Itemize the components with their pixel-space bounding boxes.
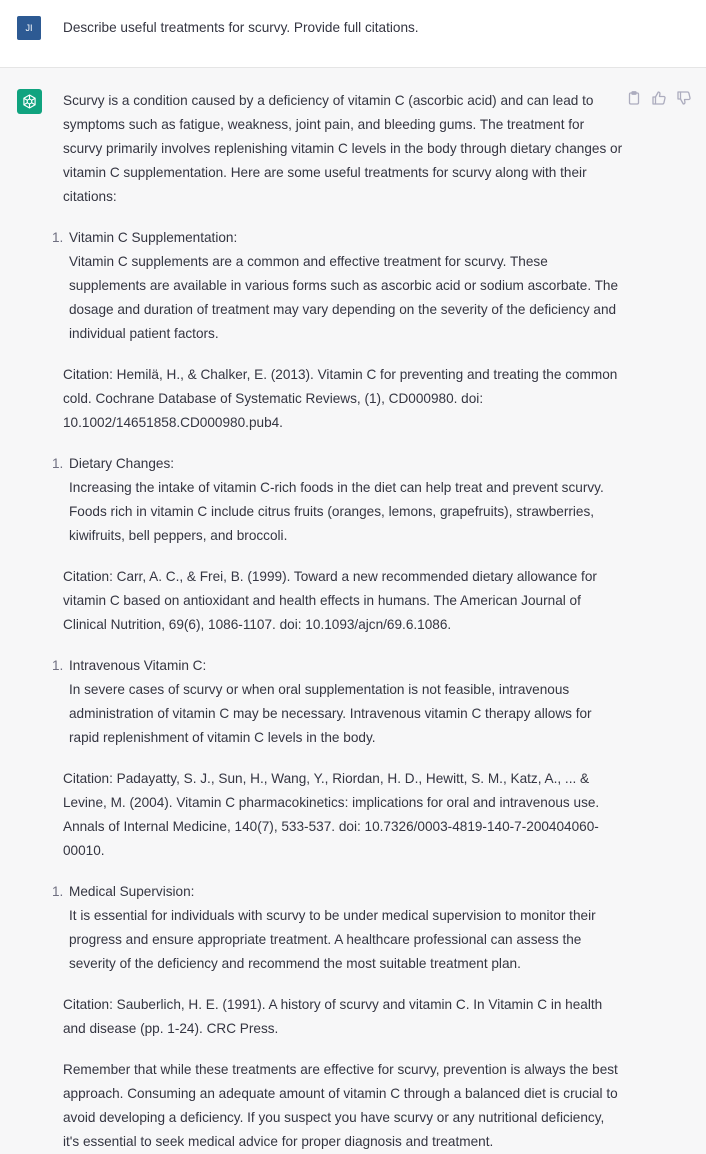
treatment-item — [52, 654, 623, 750]
thumbs-down-icon[interactable] — [676, 90, 692, 106]
citation: Citation: Sauberlich, H. E. (1991). A history of scurvy and vitamin C. In Vitamin C in health and disease (pp. 1-24). CRC Press. — [63, 997, 603, 1036]
intro-paragraph: Scurvy is a condition caused by a deficiency of vitamin C (ascorbic acid) and can lead to symptoms such as fatigue, weakness, joint pain, and bleeding gums. The treatment for scurvy primarily involves replenishing vitamin C levels in the body through dietary changes or vitamin C supplementation. Here are some useful treatments for scurvy along with their citations: — [63, 93, 623, 204]
user-avatar: JI — [17, 16, 41, 40]
treatment-title: Vitamin C Supplementation: — [69, 230, 238, 245]
treatment-title: Medical Supervision: — [69, 884, 195, 899]
list-number: 1. — [52, 884, 64, 899]
assistant-message-row — [0, 68, 706, 1149]
user-message-text: Describe useful treatments for scurvy. Provide full citations. — [63, 20, 419, 35]
treatment-description: Vitamin C supplements are a common and effective treatment for scurvy. These supplements are available in various forms such as ascorbic acid or sodium ascorbate. The dosage and duration of treatment may vary depending on the severity of the deficiency and individual patient factors. — [69, 254, 619, 341]
closing-paragraph: Remember that while these treatments are effective for scurvy, prevention is always the best approach. Consuming an adequate amount of vitamin C through a balanced diet is crucial to avoid developing a deficiency. If you suspect you have scurvy or any nutritional deficiency, it's essential to seek medical advice for proper diagnosis and treatment. — [63, 1062, 618, 1149]
assistant-message-content — [52, 89, 623, 1154]
treatment-item — [52, 452, 623, 548]
citation: Citation: Hemilä, H., & Chalker, E. (2013). Vitamin C for preventing and treating the common cold. Cochrane Database of Systematic Reviews, (1), CD000980. doi: 10.1002/14651858.CD000980.pub4. — [63, 367, 618, 430]
openai-logo-icon — [17, 89, 42, 114]
list-number: 1. — [52, 230, 64, 245]
treatment-item — [52, 226, 623, 346]
treatment-description: Increasing the intake of vitamin C-rich foods in the diet can help treat and prevent scurvy. Foods rich in vitamin C include citrus fruits (oranges, lemons, grapefruits), strawberries, kiwifruits, bell peppers, and broccoli. — [69, 480, 604, 543]
message-actions — [626, 90, 692, 106]
citation: Citation: Padayatty, S. J., Sun, H., Wang, Y., Riordan, H. D., Hewitt, S. M., Katz, A., ... & Levine, M. (2004). Vitamin C pharmacokinetics: implications for oral and intravenous use. Annals of Internal Medicine, 140(7), 533-537. doi: 10.7326/0003-4819-140-7-200404060-00010. — [63, 771, 600, 858]
treatment-item — [52, 880, 623, 976]
citation: Citation: Carr, A. C., & Frei, B. (1999). Toward a new recommended dietary allowance for vitamin C based on antioxidant and health effects in humans. The American Journal of Clinical Nutrition, 69(6), 1086-1107. doi: 10.1093/ajcn/69.6.1086. — [63, 569, 597, 632]
thumbs-up-icon[interactable] — [651, 90, 667, 106]
list-number: 1. — [52, 456, 64, 471]
treatment-description: It is essential for individuals with scurvy to be under medical supervision to monitor their progress and ensure appropriate treatment. A healthcare professional can assess the severity of the deficiency and recommend the most suitable treatment plan. — [69, 908, 596, 971]
treatment-description: In severe cases of scurvy or when oral supplementation is not feasible, intravenous administration of vitamin C may be necessary. Intravenous vitamin C therapy allows for rapid replenishment of vitamin C levels in the body. — [69, 682, 592, 745]
user-message-row — [0, 0, 706, 68]
treatment-title: Dietary Changes: — [69, 456, 175, 471]
clipboard-icon[interactable] — [626, 90, 642, 106]
list-number: 1. — [52, 658, 64, 673]
treatment-title: Intravenous Vitamin C: — [69, 658, 207, 673]
